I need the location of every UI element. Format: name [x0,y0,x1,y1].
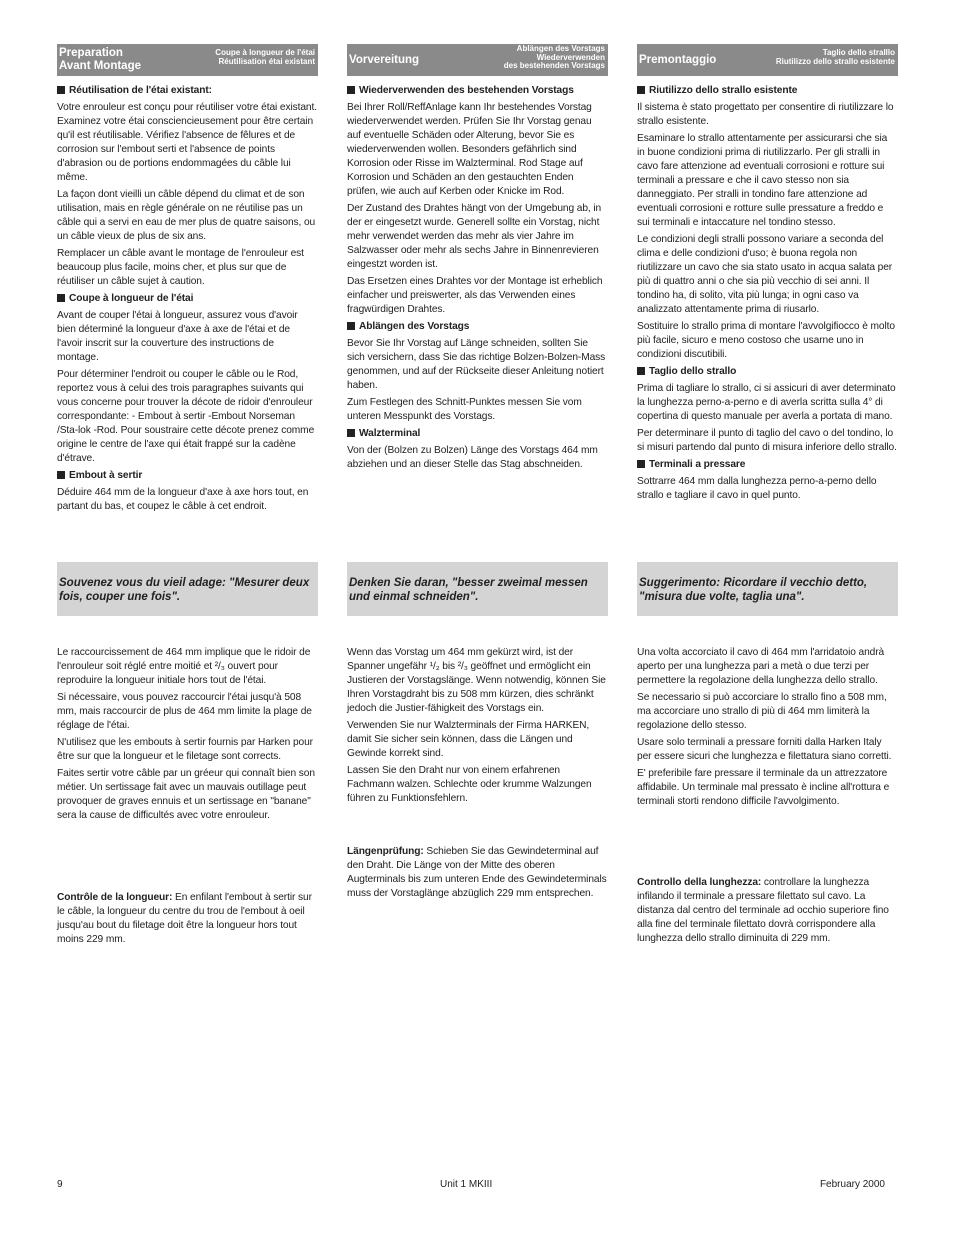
paragraph: Verwenden Sie nur Walzterminals der Firma HARKEN, damit Sie sicher sein können, dass die Längen und Gewinde korrekt sind. [347,720,590,759]
header-subtitle: Coupe à longueur de l'étai Réutilisation étai existant [215,48,315,66]
section-heading [57,84,317,98]
section-heading [57,292,317,306]
paragraph: Von der (Bolzen zu Bolzen) Länge des Vorstags 464 mm abziehen und an dieser Stelle das Stag abschneiden. [347,445,598,470]
paragraph: Remplacer un câble avant le montage de l'enrouleur est beaucoup plus facile, moins cher, et plus sur que de réutiliser un câble sujet à caution. [57,248,304,287]
section-heading [347,84,607,98]
paragraph: Bei Ihrer Roll/ReffAnlage kann Ihr bestehendes Vorstag wiederverwendet werden. Prüfen Sie Ihr Vorstag genau auf eventuelle Schäden oder Alterung, bevor Sie es wiederverwenden wollen. Besonders gefährlich sind Korrosion oder Risse im Walzterminal. Rod Stage auf Korrosion und Schäden an den gestauchten Enden prüfen, wie auch auf Kerben oder Knicke im Rod. [347,102,592,197]
length-check-french [57,891,317,950]
check-text: controllare la lunghezza infilando il terminale a pressare filettato sul cavo. La distanza dal centro del terminale ad occhio superiore fino alla fine del terminale filettato dovrà corrispondere alla lunghezza dello strallo diminuita di 229 mm. [637,877,889,944]
square-bullet-icon [347,322,355,330]
tip-box-german [347,562,608,616]
section-heading-text: Réutilisation de l'étai existant: [69,85,212,96]
section-heading [57,469,317,483]
section-header-french [57,44,318,76]
tip-text: Suggerimento: Ricordare il vecchio detto, "misura due volte, taglia una". [639,577,868,603]
section-heading-text: Walzterminal [359,428,421,439]
square-bullet-icon [637,86,645,94]
paragraph: Wenn das Vorstag um 464 mm gekürzt wird, ist der Spanner ungefähr ¹/₂ bis ²/₃ geöffnet und ermöglicht ein Justieren der Vorstagslänge. Wenn notwendig, können Sie Ihren Vorstagdraht bis zu 508 mm kürzen, dies schränkt jedoch die Justier-fähigkeit des Vorstags ein. [347,647,606,714]
paragraph: Una volta accorciato il cavo di 464 mm l'arridatoio andrà aperto per una lunghezza pari a metà o due terzi per permettere la regolazione della lunghezza dello strallo. [637,647,885,686]
paragraph: Zum Festlegen des Schnitt-Punktes messen Sie vom unteren Messpunkt des Vorstags. [347,397,582,422]
section-heading-text: Ablängen des Vorstags [359,321,470,332]
paragraph: Sostituire lo strallo prima di montare l'avvolgifiocco è molto più facile, sicuro e meno costoso che usarne uno in condizioni discutibili. [637,321,895,360]
paragraph: Votre enrouleur est conçu pour réutiliser votre étai existant. Examinez votre étai consciencieusement pour être certain qu'il est réutilisable. Vérifiez l'absence de fêlures et de corrosion sur l'embout serti et l'absence de points d'abrasion ou de portions endommagées du câble lui même. [57,102,317,183]
header-title: Preparation Avant Montage [59,47,141,72]
paragraph: Lassen Sie den Draht nur von einem erfahrenen Fachmann walzen. Schlechte oder krumme Walzungen führen zu Funktionsfehlern. [347,765,592,804]
upper-text-german [347,84,607,475]
paragraph: Se necessario si può accorciare lo strallo fino a 508 mm, ma accorciare uno strallo di più di 464 mm limiterà la regolazione dello stesso. [637,692,887,731]
check-label: Contrôle de la longueur: [57,892,173,903]
paragraph: Prima di tagliare lo strallo, ci si assicuri di aver determinato la lunghezza perno-a-perno e di averla scritta sulla 4° di copertina di questo manuale per averla a portata di mano. [637,383,896,422]
length-check-italian [637,876,897,949]
lower-text-french [57,646,317,826]
paragraph: Avant de couper l'étai à longueur, assurez vous d'avoir bien déterminé la longueur d'axe à axe de l'étai et de l'avoir inscrit sur la couverture des instructions de montage. [57,310,298,363]
check-text: Schieben Sie das Gewindeterminal auf den Draht. Die Länge von der Mitte des oberen Augterminals bis zum unteren Ende des Gewindeterminals muss der Vorstaglänge abzüglich 229 mm entsprechen. [347,846,607,899]
check-label: Längenprüfung: [347,846,424,857]
lower-text-german [347,646,607,809]
section-heading [347,427,607,441]
paragraph: Sottrarre 464 mm dalla lunghezza perno-a-perno dello strallo e tagliare il cavo in quel punto. [637,476,877,501]
lower-text-italian [637,646,897,812]
section-header-german [347,44,608,76]
paragraph: Usare solo terminali a pressare forniti dalla Harken Italy per essere sicuri che lunghezza e filettatura siano corretti. [637,737,892,762]
footer-date: February 2000 [819,1179,885,1190]
section-heading-text: Wiederverwenden des bestehenden Vorstags [359,85,574,96]
section-heading-text: Coupe à longueur de l'étai [69,293,194,304]
square-bullet-icon [347,86,355,94]
length-check-german [347,845,607,904]
square-bullet-icon [57,86,65,94]
paragraph: Si nécessaire, vous pouvez raccourcir l'étai jusqu'à 508 mm, mais raccourcir de plus de 464 mm limite la plage de réglage de l'étai. [57,692,312,731]
paragraph: Le condizioni degli stralli possono variare a seconda del clima e delle condizioni d'uso; è buona regola non riutilizzare un cavo che sia stato usato in acqua salata per più di quattro anni o che sia più vecchio di sei anni. Il tondino ha, di solito, vita più lunga; in ogni caso va analizzato attentamente prima di riusarlo. [637,234,893,315]
section-heading-text: Embout à sertir [69,470,143,481]
paragraph: Per determinare il punto di taglio del cavo o del tondino, lo si misuri partendo dal punto di misura inferiore dello strallo. [637,428,897,453]
section-header-italian [637,44,898,76]
upper-text-french [57,84,317,517]
footer-unit: Unit 1 MKIII [440,1179,493,1190]
section-heading [637,458,897,472]
header-subtitle: Ablängen des Vorstags Wiederverwenden des bestehenden Vorstags [503,44,605,71]
page-number: 9 [57,1179,63,1190]
paragraph: Faites sertir votre câble par un gréeur qui connaît bien son métier. Un sertissage fait avec un mauvais outillage peut provoquer de graves ennuis et un sertissage en "banane" sera la cause de difficultés avec votre enrouleur. [57,768,315,821]
section-heading [637,365,897,379]
tip-text: Souvenez vous du vieil adage: "Mesurer deux fois, couper une fois". [59,577,310,603]
paragraph: Bevor Sie Ihr Vorstag auf Länge schneiden, sollten Sie sich versichern, dass Sie das richtige Bolzen-Bolzen-Mass genommen, und auf der Rückseite dieser Anleitung notiert haben. [347,338,606,391]
paragraph: Il sistema è stato progettato per consentire di riutilizzare lo strallo esistente. [637,102,894,127]
header-title: Premontaggio [639,54,717,66]
paragraph: Le raccourcissement de 464 mm implique que le ridoir de l'enrouleur soit réglé entre moitié et ²/₃ ouvert pour reproduire la longueur initiale hors tout de l'étai. [57,647,311,686]
paragraph: Der Zustand des Drahtes hängt von der Umgebung ab, in der er eingesetzt wurde. Generell sollte ein Vorstag, nicht mehr verwendet werden das mehr als vier Jahre im Salzwasser oder mehr als sechs Jahre in Binnenrevieren eingestzt worden ist. [347,203,602,270]
square-bullet-icon [57,294,65,302]
tip-box-french [57,562,318,616]
check-text: En enfilant l'embout à sertir sur le câble, la longueur du centre du trou de l'embout à oeil jusqu'au bout du filetage doit être la longueur hors tout moins 229 mm. [57,892,312,945]
square-bullet-icon [637,460,645,468]
section-heading-text: Taglio dello strallo [649,366,737,377]
section-heading [347,320,607,334]
square-bullet-icon [637,367,645,375]
section-heading [637,84,897,98]
square-bullet-icon [57,471,65,479]
check-label: Controllo della lunghezza: [637,877,762,888]
paragraph: Esaminare lo strallo attentamente per assicurarsi che sia in buone condizioni prima di riutilizzarlo. Per gli stralli in cavo fare attenzione ad eventuali corrosioni e rotture sui terminali a pressare e che il cavo stesso non sia danneggiato. Per stralli in tondino fare attenzione ad eventuali corrosioni e rotture sulle pressature a freddo e sui terminali e intaccature nel tondino stesso. [637,133,888,228]
paragraph: Das Ersetzen eines Drahtes vor der Montage ist erheblich einfacher und preiswerter, als das Verwenden eines fragwürdigen Drahtes. [347,276,603,315]
paragraph: E' preferibile fare pressare il terminale da un attrezzatore affidabile. Un terminale mal pressato è incline all'rottura e terminali storti rendono difficile l'avvolgimento. [637,768,890,807]
paragraph: Déduire 464 mm de la longueur d'axe à axe hors tout, en partant du bas, et coupez le câble à cet endroit. [57,487,309,512]
paragraph: Pour déterminer l'endroit ou couper le câble ou le Rod, reportez vous à celui des trois paragraphes suivants qui vous concerne pour trouver la décote de ridoir d'enrouleur correspondante: - Embout à sertir -Embout Norseman /Sta-lok -Rod. Pour soustraire cette décote prenez comme origine le centre de l'axe qui était frappé sur la cadène d'étrave. [57,369,315,464]
upper-text-italian [637,84,897,506]
header-subtitle: Taglio dello stralllo Riutilizzo dello strallo esistente [775,48,895,66]
header-title: Vorvereitung [349,54,420,66]
section-heading-text: Terminali a pressare [649,459,746,470]
tip-box-italian [637,562,898,616]
paragraph: La façon dont vieilli un câble dépend du climat et de son utilisation, mais en règle générale on ne réutilise pas un câble qui a servi en eau de mer plus de quatre saisons, ou un câble vieux de plus de six ans. [57,189,316,242]
square-bullet-icon [347,429,355,437]
section-heading-text: Riutilizzo dello strallo esistente [649,85,798,96]
tip-text: Denken Sie daran, "besser zweimal messen und einmal schneiden". [349,577,588,603]
paragraph: N'utilisez que les embouts à sertir fournis par Harken pour être sur que la longueur et le filetage sont corrects. [57,737,313,762]
